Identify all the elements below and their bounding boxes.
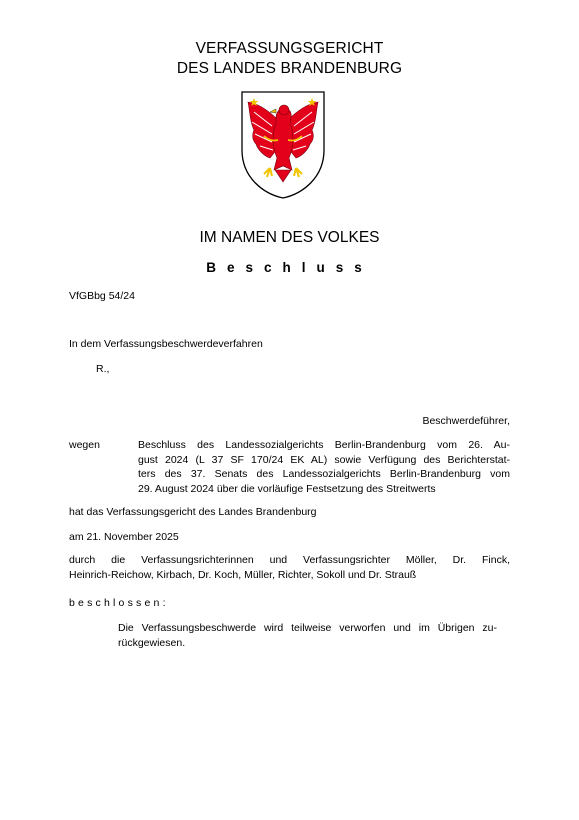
case-number: VfGBbg 54/24 [69,290,135,302]
proceeding-intro: In dem Verfassungsbeschwerdeverfahren [69,338,263,350]
court-name-line2: DES LANDES BRANDENBURG [176,60,403,77]
brandenburg-eagle-crest-icon [240,90,326,200]
decision-date: am 21. November 2025 [69,531,179,543]
decision-heading: Beschluss [206,260,373,275]
subject-label: wegen [69,439,100,451]
in-the-name-of-the-people-heading: IM NAMEN DES VOLKES [199,229,380,246]
subject-line: Beschluss des Landessozialgerichts Berlin-Brandenburg vom 26. Au- [138,439,510,451]
decided-label: beschlossen: [69,597,169,609]
decision-text [118,621,497,650]
subject-line: gust 2024 (L 37 SF 170/24 EK AL) sowie Verfügung des Berichterstat- [138,453,510,466]
subject-line: ters des 37. Senats des Landessozialgerichts Berlin-Brandenburg vom [138,468,510,481]
party-name: R., [96,363,110,375]
court-name-line1: VERFASSUNGSGERICHT [195,40,384,57]
decision-line: Die Verfassungsbeschwerde wird teilweise verworfen und im Übrigen zu- [118,622,497,634]
decision-line: rückgewiesen. [118,636,186,649]
party-role: Beschwerdeführer, [422,415,510,427]
judges-line: durch die Verfassungsrichterinnen und Verfassungsrichter Möller, Dr. Finck, [69,554,510,566]
subject-text [138,438,510,496]
judges-text [69,553,510,582]
court-statement: hat das Verfassungsgericht des Landes Brandenburg [69,506,317,518]
judges-line: Heinrich-Reichow, Kirbach, Dr. Koch, Müller, Richter, Sokoll und Dr. Strauß [69,568,417,581]
subject-line: 29. August 2024 über die vorläufige Festsetzung des Streitwerts [138,482,436,495]
